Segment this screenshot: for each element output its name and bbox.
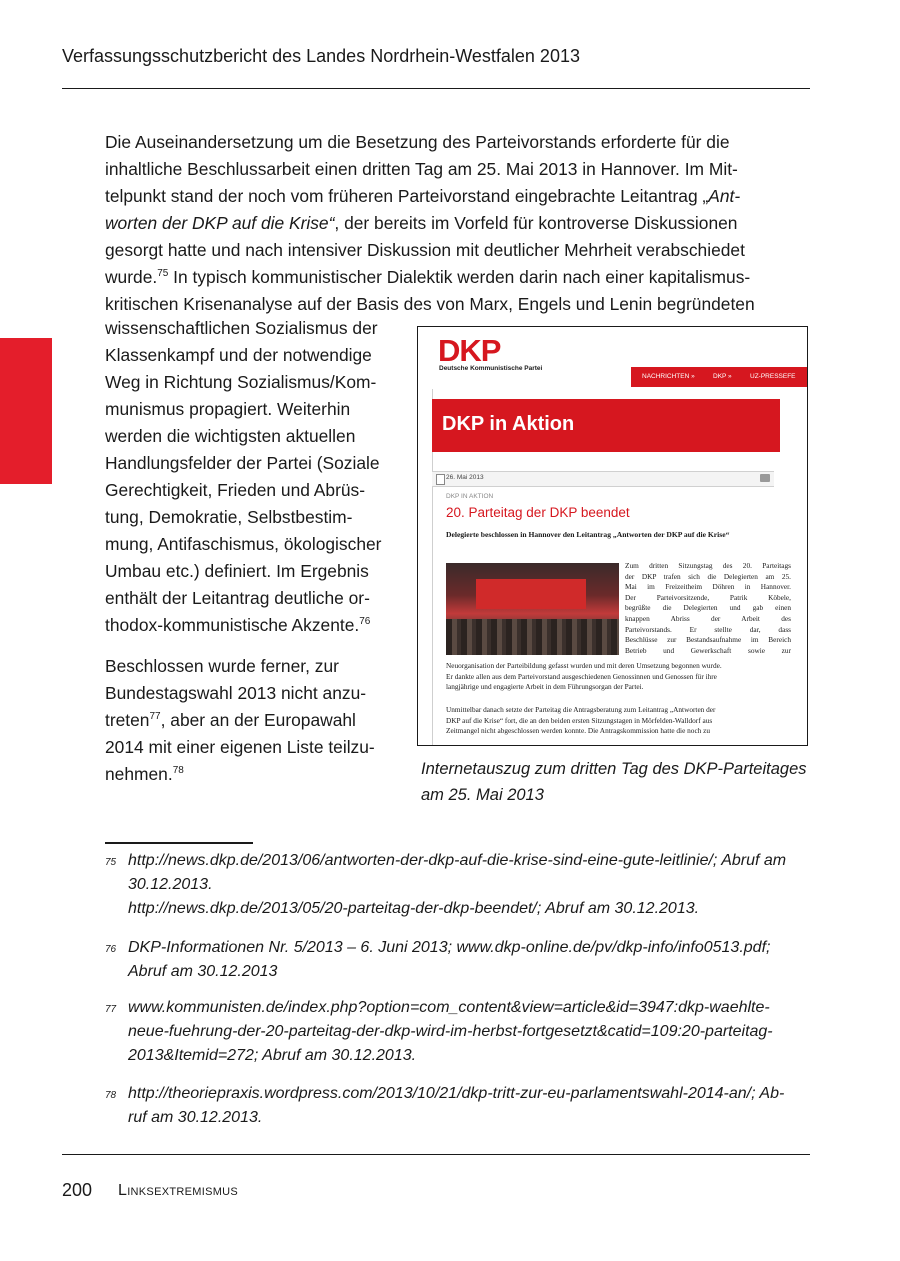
dkp-article-text-2 bbox=[446, 705, 792, 737]
footnote-75 bbox=[0, 849, 900, 921]
text-run: nehmen. bbox=[105, 764, 173, 784]
dkp-article-headline: 20. Parteitag der DKP beendet bbox=[446, 505, 630, 520]
footnote-ref: 78 bbox=[172, 765, 184, 777]
photo-crowd bbox=[446, 619, 619, 655]
text-line: kritischen Krisenanalyse auf der Basis des von Marx, Engels und Lenin begründeten bbox=[105, 294, 755, 314]
text-line bbox=[105, 183, 810, 210]
text-line: Mai im Freizeitheim Döhren in Hannover. bbox=[625, 582, 791, 592]
footnote-ref: 75 bbox=[157, 268, 169, 280]
dkp-date-bar bbox=[432, 471, 774, 487]
text-line: Handlungsfelder der Partei (Soziale bbox=[105, 453, 380, 473]
footnote-line: www.kommunisten.de/index.php?option=com_content&view=article&id=3947:dkp-waehlte- bbox=[128, 999, 770, 1016]
italic-run: worten der DKP auf die Krise“ bbox=[105, 213, 335, 233]
print-icon bbox=[760, 474, 770, 482]
text-run: treten bbox=[105, 710, 150, 730]
dkp-nav-bar bbox=[631, 367, 808, 387]
text-line: Beschlossen wurde ferner, zur bbox=[105, 656, 339, 676]
footnote-text bbox=[128, 1082, 818, 1130]
text-run: , aber an der Europawahl bbox=[160, 710, 356, 730]
dkp-section-label: DKP IN AKTION bbox=[446, 493, 494, 500]
text-line: Betrieb und Gewerkschaft sowie zur bbox=[625, 645, 791, 655]
page-number: 200 bbox=[62, 1180, 93, 1200]
text-line: der DKP trafen sich die Delegierten am 25. bbox=[625, 571, 791, 581]
text-line: Unmittelbar danach setzte der Parteitag die Antragsberatung zum Leitantrag „Antworten der bbox=[446, 705, 716, 714]
footnote-line: http://news.dkp.de/2013/05/20-parteitag-der-dkp-beendet/; Abruf am 30.12.2013. bbox=[128, 900, 700, 917]
dkp-article-column-text bbox=[625, 561, 791, 656]
footnote-text bbox=[128, 996, 818, 1068]
text-run: thodox-kommunistische Akzente. bbox=[105, 615, 360, 635]
footnote-number: 75 bbox=[105, 857, 117, 868]
text-line: gesorgt hatte und nach intensiver Diskussion mit deutlicher Mehrheit verabschiedet bbox=[105, 240, 745, 260]
figure-caption bbox=[421, 756, 821, 808]
text-line: Er dankte allen aus dem Parteivorstand ausgeschiedenen Genossinnen und Genossen für ihre bbox=[446, 671, 717, 681]
paragraph-2 bbox=[105, 653, 405, 788]
text-run: , der bereits im Vorfeld für kontroverse Diskussionen bbox=[334, 213, 738, 233]
text-line: Der Parteivorsitzende, Patrik Köbele, bbox=[625, 592, 791, 602]
footnote-text bbox=[128, 849, 818, 921]
text-line: inhaltliche Beschlussarbeit einen dritten Tag am 25. Mai 2013 in Hannover. Im Mit- bbox=[105, 159, 738, 179]
footnote-line: http://news.dkp.de/2013/06/antworten-der-dkp-auf-die-krise-sind-eine-gute-leitlinie/; Abruf am bbox=[128, 852, 787, 869]
text-line: Parteivorstands. Er stellte dar, dass bbox=[625, 624, 791, 634]
text-line: DKP auf die Krise“ fort, die an den beiden ersten Sitzungstagen in Mörfelden-Walldorf aus bbox=[446, 715, 713, 725]
text-line: munismus propagiert. Weiterhin bbox=[105, 399, 351, 419]
dkp-banner bbox=[432, 399, 780, 452]
text-line: knappen Abriss der Arbeit des bbox=[625, 613, 791, 623]
caption-line: Internetauszug zum dritten Tag des DKP-Parteitages bbox=[421, 760, 807, 778]
photo-stage bbox=[476, 579, 586, 609]
italic-run: Ant- bbox=[708, 186, 741, 206]
text-run: telpunkt stand der noch vom früheren Parteivorstand eingebrachte Leitantrag „ bbox=[105, 186, 709, 206]
footnote-78 bbox=[0, 1082, 900, 1130]
text-line: Neuorganisation der Parteibildung gefasst wurden und mit deren Umsetzung begonnen wurde. bbox=[446, 661, 722, 670]
footnote-line: DKP-Informationen Nr. 5/2013 – 6. Juni 2013; www.dkp-online.de/pv/dkp-info/info0513.pdf; bbox=[128, 939, 771, 956]
caption-line: am 25. Mai 2013 bbox=[421, 786, 544, 804]
text-line bbox=[105, 707, 405, 734]
text-line: Die Auseinandersetzung um die Besetzung des Parteivorstands erforderte für die bbox=[105, 132, 730, 152]
footnote-76 bbox=[0, 936, 900, 984]
dkp-article-lead: Delegierte beschlossen in Hannover den Leitantrag „Antworten der DKP auf die Krise“ bbox=[446, 530, 730, 539]
footnote-line: neue-fuehrung-der-20-parteitag-der-dkp-wird-im-herbst-fortgesetzt&catid=109:20-parteitag- bbox=[128, 1023, 773, 1040]
text-line: Umbau etc.) definiert. Im Ergebnis bbox=[105, 561, 369, 581]
footnote-rule bbox=[105, 842, 253, 844]
text-line: enthält der Leitantrag deutliche or- bbox=[105, 588, 370, 608]
text-line: tung, Demokratie, Selbstbestim- bbox=[105, 507, 353, 527]
footnote-text bbox=[128, 936, 818, 984]
footnote-line: Abruf am 30.12.2013 bbox=[128, 963, 278, 980]
paragraph-1-continued bbox=[105, 315, 405, 639]
text-line bbox=[105, 210, 810, 237]
footnote-number: 78 bbox=[105, 1090, 117, 1101]
chapter-side-tab bbox=[0, 338, 52, 484]
text-line bbox=[105, 264, 810, 291]
footnote-77 bbox=[0, 996, 900, 1068]
text-line bbox=[105, 761, 405, 788]
paragraph-1 bbox=[105, 129, 810, 318]
footnote-number: 76 bbox=[105, 944, 117, 955]
footnote-number: 77 bbox=[105, 1004, 117, 1015]
text-run: In typisch kommunistischer Dialektik werden darin nach einer kapitalismus- bbox=[168, 267, 751, 287]
footnote-line: 2013&Itemid=272; Abruf am 30.12.2013. bbox=[128, 1047, 417, 1064]
header-rule bbox=[62, 88, 810, 89]
text-line bbox=[105, 612, 405, 639]
text-line: mung, Antifaschismus, ökologischer bbox=[105, 534, 382, 554]
text-line: wissenschaftlichen Sozialismus der bbox=[105, 318, 378, 338]
text-line: begrüßte die Delegierten und gab einen bbox=[625, 603, 791, 613]
dkp-banner-title: DKP in Aktion bbox=[442, 413, 575, 435]
party-congress-photo bbox=[446, 563, 619, 655]
footnote-ref: 77 bbox=[149, 711, 161, 723]
nav-item-dkp: DKP » bbox=[713, 373, 732, 380]
dkp-article-text bbox=[446, 661, 792, 693]
text-line: langjährige und engagierte Arbeit in dem Führungsorgan der Partei. bbox=[446, 682, 644, 692]
text-line: Zeitmangel nicht abgeschlossen werden konnte. Die Antragskommission hatte die noch zu bbox=[446, 726, 711, 736]
text-line: werden die wichtigsten aktuellen bbox=[105, 426, 356, 446]
footnote-line: 30.12.2013. bbox=[128, 876, 213, 893]
footnote-line: ruf am 30.12.2013. bbox=[128, 1109, 263, 1126]
nav-item-uz-pressefest: UZ-PRESSEFE bbox=[750, 373, 796, 380]
text-line: Beschlüsse zur Bestandsaufnahme im Bereich bbox=[625, 635, 791, 645]
dkp-logo-subtitle: Deutsche Kommunistische Partei bbox=[439, 365, 543, 372]
text-line: 2014 mit einer eigenen Liste teilzu- bbox=[105, 737, 375, 757]
text-line: Weg in Richtung Sozialismus/Kom- bbox=[105, 372, 377, 392]
text-line: Gerechtigkeit, Frieden und Abrüs- bbox=[105, 480, 366, 500]
footer-section-title: Linksextremismus bbox=[118, 1182, 239, 1199]
page-header-title: Verfassungsschutzbericht des Landes Nordrhein-Westfalen 2013 bbox=[62, 46, 580, 66]
document-icon bbox=[436, 474, 445, 485]
nav-item-nachrichten: NACHRICHTEN » bbox=[642, 373, 695, 380]
dkp-website-screenshot bbox=[417, 326, 808, 746]
text-line: Bundestagswahl 2013 nicht anzu- bbox=[105, 683, 367, 703]
text-line: Zum dritten Sitzungstag des 20. Parteitags bbox=[625, 561, 791, 570]
dkp-logo: DKP bbox=[438, 333, 501, 368]
footnote-line: http://theoriepraxis.wordpress.com/2013/10/21/dkp-tritt-zur-eu-parlamentswahl-2014-an/; Ab- bbox=[128, 1085, 785, 1102]
text-line: Klassenkampf und der notwendige bbox=[105, 345, 372, 365]
footer-rule bbox=[62, 1154, 810, 1155]
dkp-article-date: 26. Mai 2013 bbox=[446, 474, 484, 481]
footnote-ref: 76 bbox=[359, 616, 371, 628]
text-run: wurde. bbox=[105, 267, 158, 287]
